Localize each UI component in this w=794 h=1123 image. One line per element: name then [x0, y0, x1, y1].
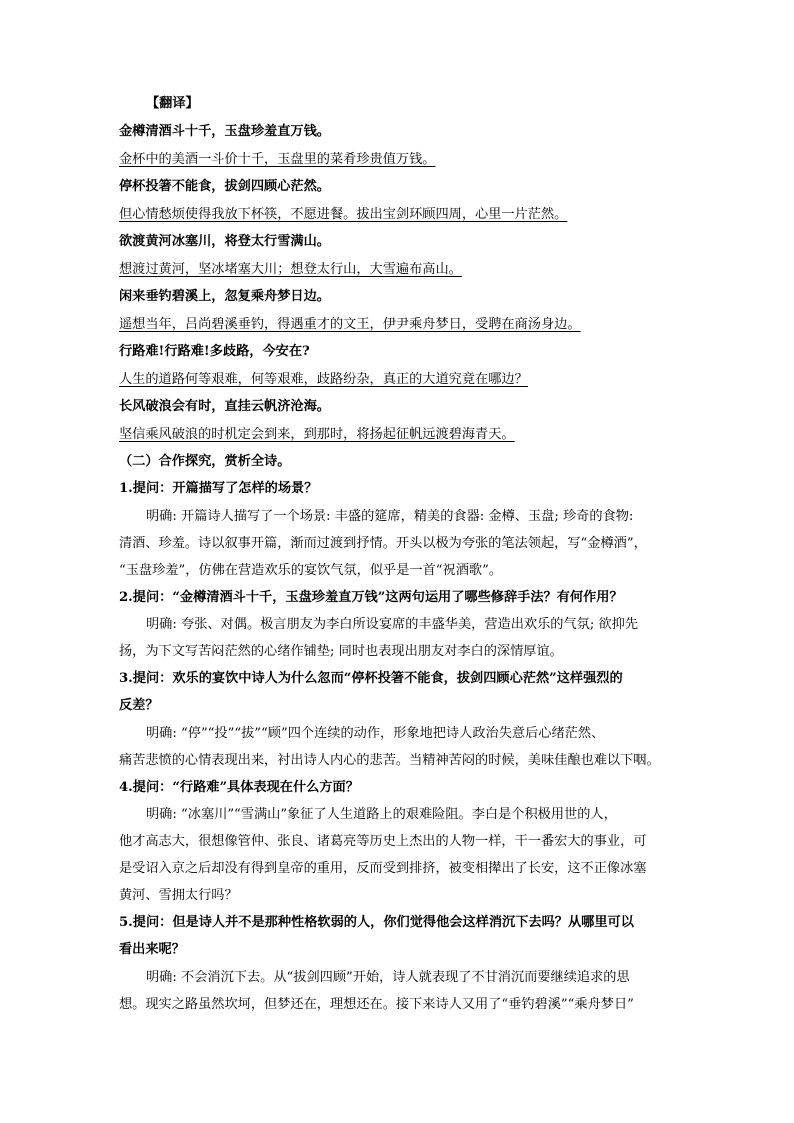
poem-line-3: 欲渡黄河冰塞川，将登太行雪满山。	[119, 234, 330, 249]
translation-line-3: 想渡过黄河，坚冰堵塞大川；想登太行山，大雪遍布高山。	[119, 262, 462, 277]
answer-4-line-2: 他才高志大，很想像管仲、张良、诸葛亮等历史上杰出的人物一样，干一番宏大的事业，可	[119, 834, 647, 849]
answer-2-line-1: 明确: 夸张、对偶。极言朋友为李白所设宴席的丰盛华美，营造出欢乐的气氛; 欲抑先	[146, 617, 639, 632]
poem-line-2: 停杯投箸不能食，拔剑四顾心茫然。	[119, 179, 330, 194]
answer-1-line-1: 明确: 开篇诗人描写了一个场景: 丰盛的筵席，精美的食器: 金樽、玉盘; 珍奇的食物:	[146, 509, 634, 524]
poem-line-1: 金樽清酒斗十千，玉盘珍羞直万钱。	[119, 124, 330, 139]
question-4: 4.提问：“行路难”具体表现在什么方面？	[119, 780, 359, 795]
poem-line-4: 闲来垂钓碧溪上，忽复乘舟梦日边。	[119, 289, 330, 304]
translation-line-4: 遥想当年，吕尚碧溪垂钓，得遇重才的文王，伊尹乘舟梦日，受聘在商汤身边。	[119, 317, 581, 332]
question-1: 1.提问：开篇描写了怎样的场景？	[119, 481, 318, 496]
answer-4-line-1: 明确: “冰塞川”“雪满山”象征了人生道路上的艰难险阻。李白是个积极用世的人，	[146, 807, 617, 822]
translation-line-1: 金杯中的美酒一斗价十千，玉盘里的菜肴珍贵值万钱。	[119, 152, 436, 167]
answer-5-line-2: 想。现实之路虽然坎坷，但梦还在，理想还在。接下来诗人又用了“垂钓碧溪”“乘舟梦日”	[119, 997, 634, 1012]
answer-3-line-1: 明确: “停”“投”“拔”“顾”四个连续的动作，形象地把诗人政治失意后心绪茫然、	[146, 726, 605, 741]
answer-4-line-3: 是受诏入京之后却没有得到皇帝的重用，反而受到排挤，被变相撵出了长安，这不正像冰塞	[119, 861, 647, 876]
question-5-line-2: 看出来呢？	[119, 942, 185, 957]
question-3-line-1: 3.提问：欢乐的宴饮中诗人为什么忽而“停杯投箸不能食，拔剑四顾心茫然”这样强烈的	[119, 671, 623, 686]
question-2: 2.提问：“金樽清酒斗十千，玉盘珍羞直万钱”这两句运用了哪些修辞手法？有何作用？	[119, 590, 623, 605]
answer-5-line-1: 明确: 不会消沉下去。从“拔剑四顾”开始，诗人就表现了不甘消沉而要继续追求的思	[146, 970, 630, 985]
translation-line-5: 人生的道路何等艰难，何等艰难，歧路纷杂，真正的大道究竟在哪边？	[119, 372, 528, 387]
poem-line-5: 行路难!行路难!多歧路，今安在?	[119, 344, 310, 359]
answer-4-line-4: 黄河、雪拥太行吗？	[119, 888, 238, 903]
section-heading: （二）合作探究，赏析全诗。	[119, 454, 291, 469]
answer-3-line-2: 痛苦悲愤的心情表现出来，衬出诗人内心的悲苦。当精神苦闷的时候，美味佳酿也难以下咽。	[119, 753, 660, 768]
translation-line-2: 但心情愁烦使得我放下杯筷，不愿进餐。拔出宝剑环顾四周，心里一片茫然。	[119, 207, 568, 222]
translation-header: 【翻译】	[146, 96, 199, 111]
answer-1-line-2: 清酒、珍羞。诗以叙事开篇，渐而过渡到抒情。开头以极为夸张的笔法领起，写“金樽酒”，	[119, 536, 647, 551]
translation-line-6: 坚信乘风破浪的时机定会到来，到那时，将扬起征帆远渡碧海青天。	[119, 427, 515, 442]
poem-line-6: 长风破浪会有时，直挂云帆济沧海。	[119, 399, 330, 414]
answer-1-line-3: “玉盘珍羞”，仿佛在营造欢乐的宴饮气氛，似乎是一首“祝酒歌”。	[119, 563, 503, 578]
question-3-line-2: 反差？	[119, 698, 159, 713]
answer-2-line-2: 扬，为下文写苦闷茫然的心绪作铺垫; 同时也表现出朋友对李白的深情厚谊。	[119, 644, 563, 659]
question-5-line-1: 5.提问：但是诗人并不是那种性格软弱的人，你们觉得他会这样消沉下去吗？从哪里可以	[119, 915, 634, 930]
